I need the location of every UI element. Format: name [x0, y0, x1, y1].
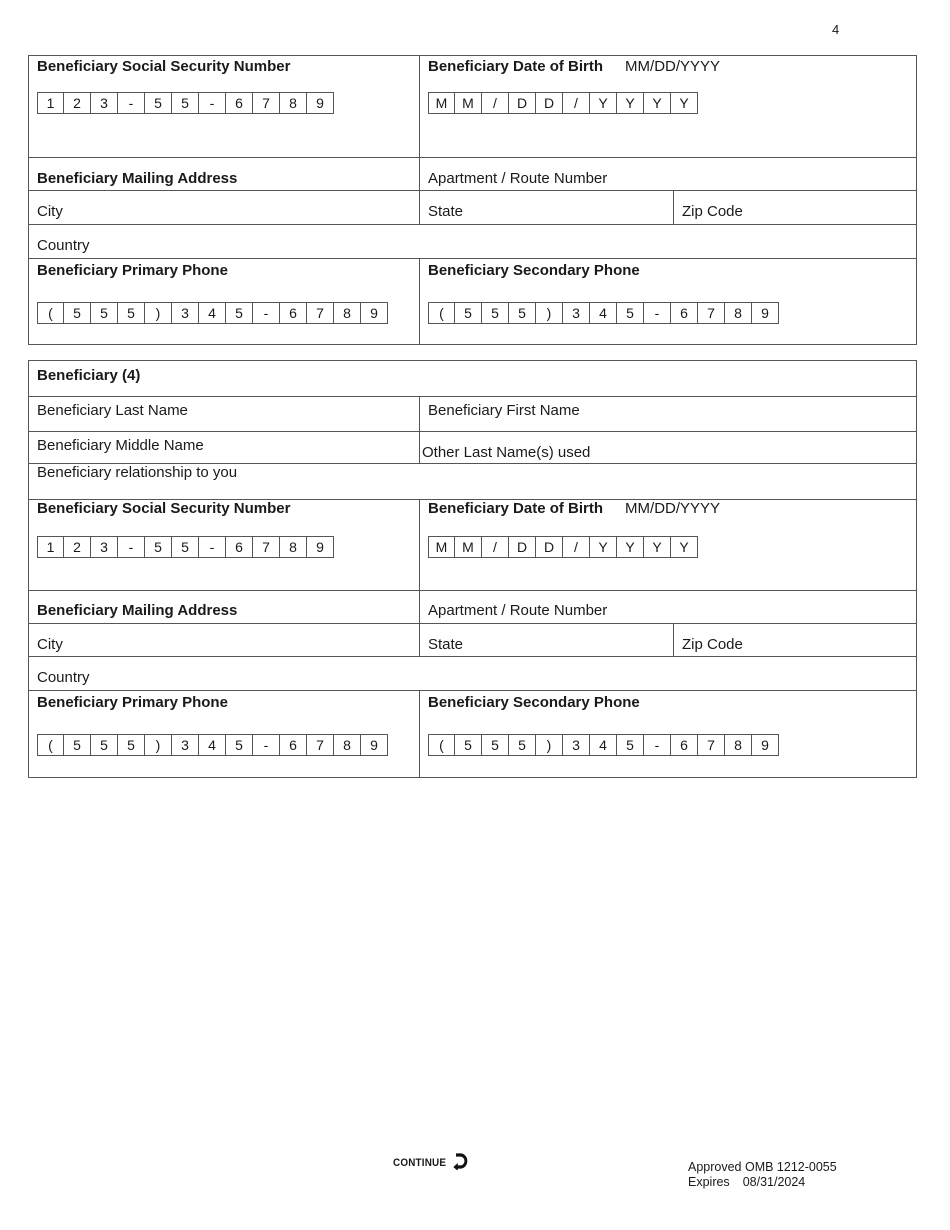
state-label[interactable]: State [428, 636, 464, 653]
expiration [688, 1175, 837, 1190]
ssn-cell[interactable]: 5 [172, 92, 199, 114]
divider [29, 190, 916, 191]
expires-label: Expires [688, 1175, 730, 1189]
divider [29, 690, 916, 691]
phone-cell[interactable]: 5 [482, 302, 509, 324]
divider [29, 396, 916, 397]
divider [673, 190, 674, 224]
phone-cell[interactable]: 4 [199, 302, 226, 324]
phone-cell: - [644, 734, 671, 756]
phone-cell: - [644, 302, 671, 324]
ssn-cell[interactable]: 5 [172, 536, 199, 558]
phone-cell[interactable]: 8 [334, 734, 361, 756]
divider [29, 590, 916, 591]
phone-cell[interactable]: 7 [307, 302, 334, 324]
ssn-cell[interactable]: 7 [253, 92, 280, 114]
ssn-cell[interactable]: 5 [145, 92, 172, 114]
dob-input[interactable] [428, 92, 698, 114]
ssn-cell[interactable]: 1 [37, 92, 64, 114]
divider [419, 56, 420, 224]
dob-cell[interactable]: Y [617, 92, 644, 114]
phone-cell[interactable]: 4 [590, 734, 617, 756]
omb-footer [688, 1160, 837, 1190]
divider [419, 690, 420, 777]
dob-cell: / [482, 536, 509, 558]
ssn-cell[interactable]: 2 [64, 536, 91, 558]
dob-input[interactable] [428, 536, 698, 558]
dob-label: Beneficiary Date of Birth [428, 58, 604, 75]
dob-cell[interactable]: Y [644, 536, 671, 558]
phone-cell[interactable]: 5 [118, 734, 145, 756]
apartment-label[interactable]: Apartment / Route Number [428, 602, 608, 619]
phone-cell[interactable]: 7 [698, 302, 725, 324]
ssn-cell[interactable]: 6 [226, 536, 253, 558]
divider [29, 258, 916, 259]
country-label[interactable]: Country [37, 669, 90, 686]
phone-cell[interactable]: 4 [199, 734, 226, 756]
phone-cell[interactable]: 5 [91, 734, 118, 756]
mailing-address-label[interactable]: Beneficiary Mailing Address [37, 602, 238, 619]
omb-approval: Approved OMB 1212-0055 [688, 1160, 837, 1174]
ssn-cell: - [199, 92, 226, 114]
divider [29, 623, 916, 624]
primary-phone-input[interactable] [37, 302, 388, 324]
ssn-cell[interactable]: 3 [91, 92, 118, 114]
zip-label[interactable]: Zip Code [682, 636, 743, 653]
ssn-cell[interactable]: 2 [64, 92, 91, 114]
country-label[interactable]: Country [37, 237, 90, 254]
divider [419, 499, 420, 656]
phone-cell[interactable]: 5 [226, 302, 253, 324]
ssn-cell[interactable]: 1 [37, 536, 64, 558]
phone-cell[interactable]: 5 [482, 734, 509, 756]
primary-phone-input[interactable] [37, 734, 388, 756]
ssn-input[interactable] [37, 92, 334, 114]
dob-cell[interactable]: M [455, 92, 482, 114]
dob-cell[interactable]: D [509, 92, 536, 114]
dob-label-group [428, 500, 720, 517]
last-name-label[interactable]: Beneficiary Last Name [37, 402, 188, 419]
city-label[interactable]: City [37, 203, 63, 220]
dob-label: Beneficiary Date of Birth [428, 500, 604, 517]
phone-cell: - [253, 302, 280, 324]
beneficiary-3-continued-section [28, 55, 917, 345]
dob-cell[interactable]: M [428, 92, 455, 114]
page-number: 4 [832, 22, 840, 37]
apartment-label[interactable]: Apartment / Route Number [428, 170, 608, 187]
dob-cell: / [482, 92, 509, 114]
phone-cell[interactable]: 3 [563, 302, 590, 324]
phone-cell[interactable]: 6 [671, 302, 698, 324]
phone-cell: ( [428, 302, 455, 324]
primary-phone-label: Beneficiary Primary Phone [37, 262, 228, 279]
dob-label-group [428, 58, 720, 75]
phone-cell[interactable]: 8 [725, 734, 752, 756]
other-last-names-label[interactable]: Other Last Name(s) used [422, 444, 591, 461]
phone-cell[interactable]: 6 [280, 734, 307, 756]
divider [673, 623, 674, 656]
ssn-cell: - [199, 536, 226, 558]
phone-cell[interactable]: 4 [590, 302, 617, 324]
ssn-cell[interactable]: 3 [91, 536, 118, 558]
ssn-cell[interactable]: 6 [226, 92, 253, 114]
phone-cell[interactable]: 9 [752, 302, 779, 324]
phone-cell[interactable]: 5 [455, 302, 482, 324]
continue-label: CONTINUE [393, 1156, 447, 1169]
secondary-phone-input[interactable] [428, 734, 779, 756]
divider [419, 396, 420, 463]
ssn-input[interactable] [37, 536, 334, 558]
primary-phone-label: Beneficiary Primary Phone [37, 694, 228, 711]
phone-cell[interactable]: 8 [725, 302, 752, 324]
phone-cell[interactable]: 5 [509, 734, 536, 756]
dob-cell[interactable]: M [428, 536, 455, 558]
phone-cell[interactable]: 9 [752, 734, 779, 756]
dob-cell: / [563, 92, 590, 114]
divider [29, 656, 916, 657]
phone-cell[interactable]: 5 [455, 734, 482, 756]
dob-cell[interactable]: Y [644, 92, 671, 114]
dob-cell[interactable]: D [509, 536, 536, 558]
divider [29, 224, 916, 225]
dob-format: MM/DD/YYYY [625, 500, 721, 517]
dob-cell[interactable]: Y [590, 536, 617, 558]
phone-cell: ) [536, 302, 563, 324]
first-name-label[interactable]: Beneficiary First Name [428, 402, 580, 419]
divider [29, 431, 916, 432]
city-label[interactable]: City [37, 636, 63, 653]
ssn-label: Beneficiary Social Security Number [37, 58, 291, 75]
beneficiary-4-section [28, 360, 917, 778]
dob-cell[interactable]: Y [671, 92, 698, 114]
secondary-phone-label: Beneficiary Secondary Phone [428, 694, 640, 711]
relationship-label[interactable]: Beneficiary relationship to you [37, 464, 238, 481]
secondary-phone-label: Beneficiary Secondary Phone [428, 262, 640, 279]
divider [419, 258, 420, 344]
section-title: Beneficiary (4) [37, 367, 141, 384]
ssn-cell[interactable]: 5 [145, 536, 172, 558]
phone-cell: ( [428, 734, 455, 756]
phone-cell: ) [145, 734, 172, 756]
phone-cell[interactable]: 7 [698, 734, 725, 756]
dob-cell[interactable]: Y [671, 536, 698, 558]
phone-cell: ) [145, 302, 172, 324]
ssn-cell: - [118, 92, 145, 114]
continue-button[interactable] [393, 1152, 468, 1173]
phone-cell: - [253, 734, 280, 756]
phone-cell[interactable]: 6 [280, 302, 307, 324]
middle-name-label[interactable]: Beneficiary Middle Name [37, 437, 204, 454]
ssn-label: Beneficiary Social Security Number [37, 500, 291, 517]
phone-cell[interactable]: 3 [172, 302, 199, 324]
phone-cell[interactable]: 3 [563, 734, 590, 756]
expires-date: 08/31/2024 [742, 1175, 806, 1189]
ssn-cell[interactable]: 9 [307, 92, 334, 114]
phone-cell[interactable]: 5 [118, 302, 145, 324]
phone-cell: ( [37, 734, 64, 756]
ssn-cell[interactable]: 8 [280, 92, 307, 114]
phone-cell[interactable]: 9 [361, 302, 388, 324]
state-label[interactable]: State [428, 203, 464, 220]
curved-arrow-icon [452, 1152, 468, 1173]
phone-cell[interactable]: 5 [617, 302, 644, 324]
ssn-cell[interactable]: 9 [307, 536, 334, 558]
phone-cell[interactable]: 5 [64, 734, 91, 756]
phone-cell[interactable]: 5 [91, 302, 118, 324]
phone-cell: ( [37, 302, 64, 324]
phone-cell[interactable]: 5 [509, 302, 536, 324]
dob-cell[interactable]: Y [617, 536, 644, 558]
zip-label[interactable]: Zip Code [682, 203, 743, 220]
dob-cell[interactable]: M [455, 536, 482, 558]
phone-cell[interactable]: 5 [64, 302, 91, 324]
phone-cell[interactable]: 5 [226, 734, 253, 756]
ssn-cell[interactable]: 7 [253, 536, 280, 558]
phone-cell[interactable]: 7 [307, 734, 334, 756]
phone-cell[interactable]: 3 [172, 734, 199, 756]
divider [29, 157, 916, 158]
dob-cell[interactable]: D [536, 536, 563, 558]
phone-cell: ) [536, 734, 563, 756]
mailing-address-label[interactable]: Beneficiary Mailing Address [37, 170, 238, 187]
ssn-cell[interactable]: 8 [280, 536, 307, 558]
dob-cell[interactable]: D [536, 92, 563, 114]
phone-cell[interactable]: 5 [617, 734, 644, 756]
ssn-cell: - [118, 536, 145, 558]
phone-cell[interactable]: 6 [671, 734, 698, 756]
phone-cell[interactable]: 8 [334, 302, 361, 324]
dob-cell: / [563, 536, 590, 558]
phone-cell[interactable]: 9 [361, 734, 388, 756]
dob-format: MM/DD/YYYY [625, 58, 721, 75]
dob-cell[interactable]: Y [590, 92, 617, 114]
secondary-phone-input[interactable] [428, 302, 779, 324]
